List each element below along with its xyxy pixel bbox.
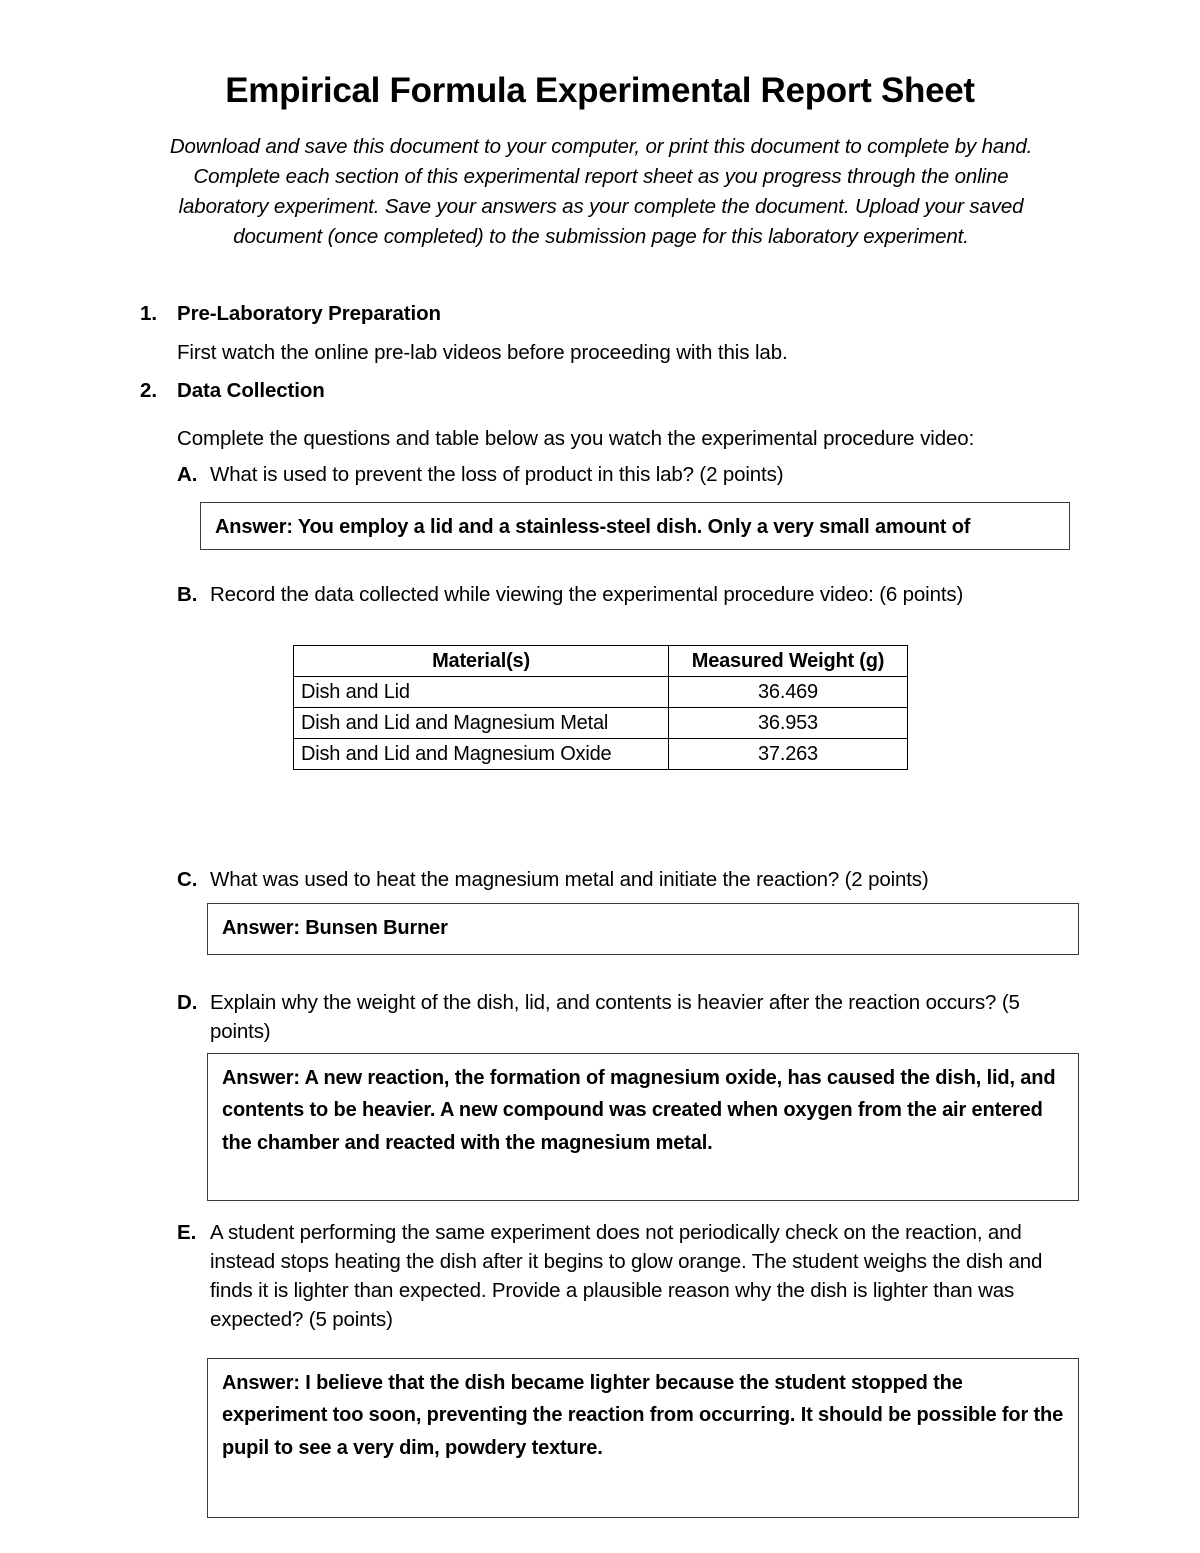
table-header-material: Material(s) (294, 646, 669, 677)
table-row (294, 739, 908, 770)
answer-e-text[interactable]: Answer: I believe that the dish became lighter because the student stopped the experiment too soon, preventing the reaction from occurring. It should be possible for the pupil to see a very dim, powdery texture. (222, 1372, 1064, 1459)
section-1 (140, 300, 1080, 328)
table-row (294, 677, 908, 708)
section-2-body: Complete the questions and table below as you watch the experimental procedure video: (177, 427, 975, 450)
question-c-letter: C. (177, 868, 198, 891)
answer-c-text[interactable]: Answer: Bunsen Burner (222, 917, 448, 939)
table-cell-weight[interactable]: 36.469 (669, 677, 908, 708)
question-a-letter: A. (177, 463, 198, 486)
answer-box-a[interactable] (200, 502, 1070, 550)
answer-a-text[interactable]: Answer: You employ a lid and a stainless-steel dish. Only a very small amount of (215, 516, 971, 538)
measurement-table (293, 645, 908, 770)
table-row (294, 708, 908, 739)
question-d (177, 988, 1077, 1046)
table-cell-weight[interactable]: 37.263 (669, 739, 908, 770)
section-1-heading: Pre-Laboratory Preparation (177, 302, 441, 325)
table-cell-material: Dish and Lid (294, 677, 669, 708)
section-2 (140, 377, 1080, 405)
question-e-letter: E. (177, 1221, 197, 1244)
section-1-number: 1. (140, 302, 158, 325)
question-b-prompt: Record the data collected while viewing the experimental procedure video: (6 points) (210, 583, 964, 606)
question-e (177, 1218, 1077, 1334)
question-b (177, 580, 1077, 609)
question-d-prompt: Explain why the weight of the dish, lid, and contents is heavier after the reaction occurs? (5 points) (210, 991, 1020, 1044)
question-a-prompt: What is used to prevent the loss of product in this lab? (2 points) (210, 463, 784, 486)
answer-box-e[interactable] (207, 1358, 1079, 1518)
answer-box-c[interactable] (207, 903, 1079, 955)
table-cell-material: Dish and Lid and Magnesium Metal (294, 708, 669, 739)
section-2-heading: Data Collection (177, 379, 325, 402)
table-header-row (294, 646, 908, 677)
question-d-letter: D. (177, 991, 198, 1014)
question-c (177, 865, 1077, 894)
question-e-prompt: A student performing the same experiment does not periodically check on the reaction, and instead stops heating the dish after it begins to glow orange. The student weighs the dish and finds it is lighter than expected. Provide a plausible reason why the dish is lighter than was expected? (5 points) (210, 1221, 1043, 1332)
section-2-number: 2. (140, 379, 158, 402)
answer-d-text[interactable]: Answer: A new reaction, the formation of magnesium oxide, has caused the dish, lid, and contents to be heavier. A new compound was created when oxygen from the air entered the chamber and reacted with the magnesium metal. (222, 1067, 1056, 1154)
question-c-prompt: What was used to heat the magnesium metal and initiate the reaction? (2 points) (210, 868, 929, 891)
question-b-letter: B. (177, 583, 198, 606)
table-header-weight: Measured Weight (g) (669, 646, 908, 677)
table-cell-weight[interactable]: 36.953 (669, 708, 908, 739)
section-1-body: First watch the online pre-lab videos before proceeding with this lab. (177, 341, 788, 364)
intro-paragraph: Download and save this document to your computer, or print this document to complete by hand. Complete each section of this experimental report sheet as you progress through the online laboratory experiment. Save your answers as your complete the document. Upload your saved document (once completed) to the submission page for this laboratory experiment. (169, 135, 1033, 248)
question-a (177, 460, 1077, 489)
answer-box-d[interactable] (207, 1053, 1079, 1201)
page-title: Empirical Formula Experimental Report Sheet (225, 71, 975, 110)
table-cell-material: Dish and Lid and Magnesium Oxide (294, 739, 669, 770)
